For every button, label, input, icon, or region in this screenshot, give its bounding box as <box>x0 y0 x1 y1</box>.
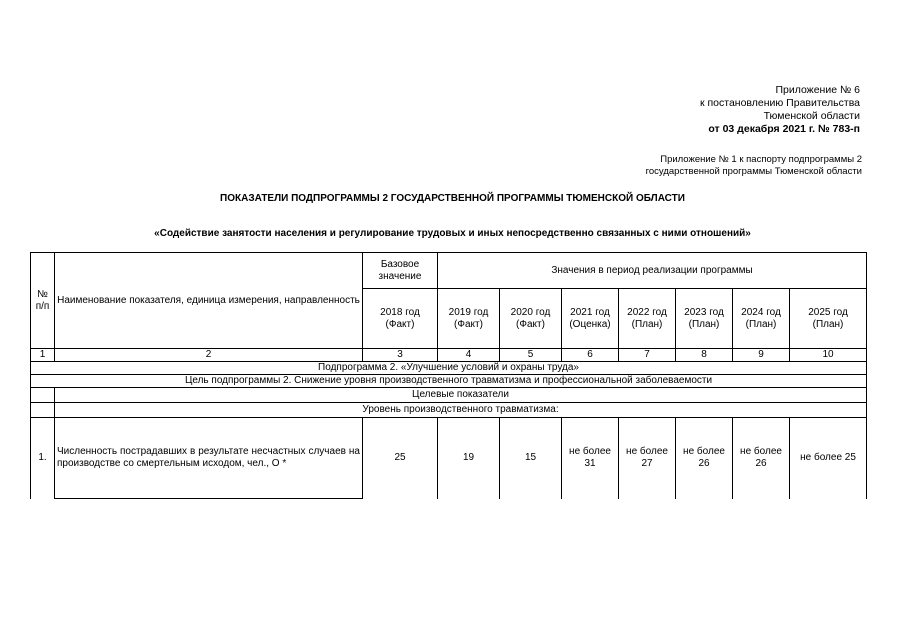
targets-row <box>31 388 867 403</box>
state-program-line: государственной программы Тюменской области <box>645 166 862 177</box>
resolution-line: к постановлению Правительства <box>699 97 860 109</box>
targets-title: Целевые показатели <box>55 388 867 403</box>
column-number: 9 <box>733 349 790 362</box>
table-row <box>31 418 867 499</box>
year-header: 2020 год (Факт) <box>500 289 562 349</box>
subheader-block <box>646 154 862 178</box>
indicators-table <box>30 252 867 499</box>
empty-cell <box>31 403 55 418</box>
column-number: 6 <box>562 349 619 362</box>
year-header: 2018 год (Факт) <box>363 289 438 349</box>
year-header: 2023 год (План) <box>676 289 733 349</box>
column-number: 3 <box>363 349 438 362</box>
year-header: 2021 год (Оценка) <box>562 289 619 349</box>
table-header-row <box>31 253 867 289</box>
col-num-header: № п/п <box>31 253 55 349</box>
col-name-header: Наименование показателя, единица измерения, направленность <box>55 253 363 349</box>
goal-row <box>31 375 867 388</box>
year-header: 2022 год (План) <box>619 289 676 349</box>
appendix-label: Приложение № 6 <box>775 84 860 96</box>
value-cell: 15 <box>500 418 562 499</box>
column-number: 8 <box>676 349 733 362</box>
level-row <box>31 403 867 418</box>
region-line: Тюменской области <box>763 110 860 122</box>
col-values-header: Значения в период реализации программы <box>438 253 867 289</box>
column-number: 1 <box>31 349 55 362</box>
column-number: 4 <box>438 349 500 362</box>
subprogram-row <box>31 362 867 375</box>
year-header: 2019 год (Факт) <box>438 289 500 349</box>
empty-cell <box>31 388 55 403</box>
column-number: 2 <box>55 349 363 362</box>
column-number: 7 <box>619 349 676 362</box>
header-block <box>700 84 860 136</box>
column-number: 5 <box>500 349 562 362</box>
value-cell: не более 31 <box>562 418 619 499</box>
level-title: Уровень производственного травматизма: <box>55 403 867 418</box>
value-cell: не более 26 <box>676 418 733 499</box>
subprogram-title: Подпрограмма 2. «Улучшение условий и охраны труда» <box>31 362 867 375</box>
year-header: 2025 год (План) <box>790 289 867 349</box>
value-cell: не более 25 <box>790 418 867 499</box>
column-number: 10 <box>790 349 867 362</box>
document-subtitle: «Содействие занятости населения и регулирование трудовых и иных непосредственно связанных с ними отношений» <box>154 228 751 239</box>
resolution-date: от 03 декабря 2021 г. № 783-п <box>708 123 860 135</box>
value-cell: 19 <box>438 418 500 499</box>
year-header: 2024 год (План) <box>733 289 790 349</box>
value-cell: не более 26 <box>733 418 790 499</box>
goal-title: Цель подпрограммы 2. Снижение уровня производственного травматизма и профессиональной заболеваемости <box>31 375 867 388</box>
passport-appendix-line: Приложение № 1 к паспорту подпрограммы 2 <box>660 154 862 165</box>
value-cell: не более 27 <box>619 418 676 499</box>
row-num: 1. <box>31 418 55 499</box>
value-cell: 25 <box>363 418 438 499</box>
document-title: ПОКАЗАТЕЛИ ПОДПРОГРАММЫ 2 ГОСУДАРСТВЕННОЙ ПРОГРАММЫ ТЮМЕНСКОЙ ОБЛАСТИ <box>220 193 685 204</box>
column-numbers-row <box>31 349 867 362</box>
indicator-name: Численность пострадавших в результате несчастных случаев на производстве со смертельным исходом, чел., О * <box>55 418 363 499</box>
col-base-header: Базовое значение <box>363 253 438 289</box>
